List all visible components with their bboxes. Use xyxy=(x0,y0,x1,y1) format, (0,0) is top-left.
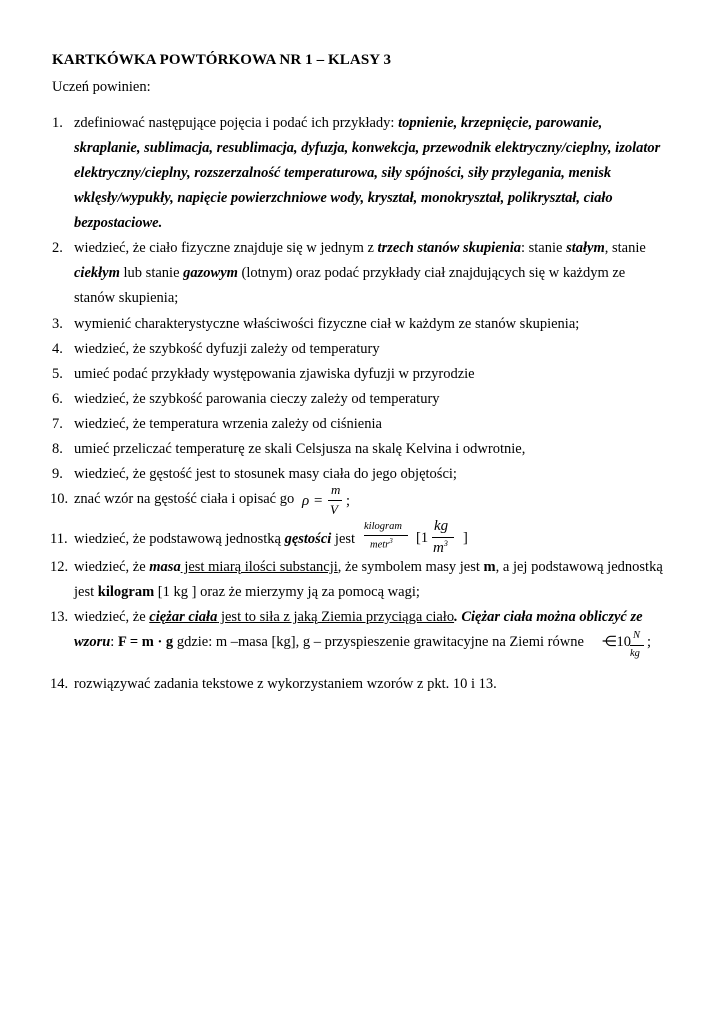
terms-line: topnienie, krzepnięcie, parowanie, xyxy=(398,115,603,131)
gravity-number: ⋲10 xyxy=(602,634,631,650)
density-unit xyxy=(364,518,494,561)
unit-denominator: kg xyxy=(630,648,640,659)
emphasis-text: stałym xyxy=(566,240,605,256)
emphasis-text: wzoru xyxy=(74,634,111,650)
item-text: : stanie xyxy=(520,240,567,256)
item-text: : xyxy=(110,634,118,650)
item-number: 5. xyxy=(52,366,63,382)
item-text: zdefiniować następujące pojęcia i podać ich przykłady: xyxy=(74,115,399,131)
page-subtitle: Uczeń powinien: xyxy=(52,79,151,95)
bracket-open: [1 xyxy=(416,530,429,546)
item-text: wymienić charakterystyczne właściwości fizyczne ciał w każdym ze stanów skupienia; xyxy=(74,316,580,332)
item-text: wiedzieć, że temperatura wrzenia zależy od ciśnienia xyxy=(74,416,382,432)
weight-formula: F = m · g xyxy=(117,634,174,650)
bold-text: kilogram xyxy=(97,584,155,600)
item-number: 6. xyxy=(52,391,63,407)
item-number: 10. xyxy=(50,491,69,507)
bold-text: m xyxy=(483,559,496,575)
item-text: stanów skupienia; xyxy=(74,290,179,306)
item-text: wiedzieć, że gęstość jest to stosunek masy ciała do jego objętości; xyxy=(74,466,457,482)
rho-symbol: ρ = xyxy=(302,493,324,509)
fraction-bar xyxy=(328,500,342,501)
unit-bottom: $m^3$ xyxy=(433,539,448,556)
emphasis-text: ciekłym xyxy=(74,265,120,281)
item-text: rozwiązywać zadania tekstowe z wykorzystaniem wzorów z pkt. 10 i 13. xyxy=(74,676,497,692)
formula-end: ; xyxy=(346,493,351,509)
item-number: 13. xyxy=(50,609,69,625)
fraction-bar xyxy=(364,535,408,536)
item-number: 7. xyxy=(52,416,63,432)
item-text: , stanie xyxy=(604,240,646,256)
bracket-close: ] xyxy=(463,530,468,546)
terms-line: skraplanie, sublimacja, resublimacja, dyfuzja, konwekcja, przewodnik elektryczny/cieplny, izolator xyxy=(74,140,661,156)
terms-line: wklęsły/wypukły, napięcie powierzchniowe wody, kryształ, monokryształ, polikryształ, ciało xyxy=(74,190,613,206)
item-text: (lotnym) oraz podać przykłady ciał znajdujących się w każdym ze xyxy=(237,265,626,281)
item-number: 14. xyxy=(50,676,69,692)
item-text: wiedzieć, że xyxy=(74,559,150,575)
item-number: 4. xyxy=(52,341,63,357)
item-text: jest xyxy=(331,531,356,547)
item-number: 12. xyxy=(50,559,69,575)
item-number: 2. xyxy=(52,240,63,256)
emphasis-text: gazowym xyxy=(183,265,238,281)
emphasis-text: ciężar ciała xyxy=(149,609,218,625)
unit-numerator: kilogram xyxy=(364,521,402,532)
item-text: jest xyxy=(74,584,98,600)
item-number: 11. xyxy=(50,531,68,547)
emphasis-text: . Ciężar ciała można obliczyć ze xyxy=(454,609,643,625)
item-text: lub stanie xyxy=(119,265,184,281)
terms-line: elektryczny/cieplny, rozszerzalność temperaturowa, siły spójności, siły przylegania, menisk xyxy=(74,165,612,181)
page-title: KARTKÓWKA POWTÓRKOWA NR 1 – KLASY 3 xyxy=(52,52,392,68)
item-number: 1. xyxy=(52,115,63,131)
density-formula xyxy=(302,482,382,521)
item-text: , że symbolem masy jest xyxy=(337,559,484,575)
item-number: 8. xyxy=(52,441,63,457)
item-text: wiedzieć, że ciało fizyczne znajduje się w jednym z xyxy=(74,240,378,256)
item-number: 9. xyxy=(52,466,63,482)
emphasis-text: trzech stanów skupienia xyxy=(377,240,521,256)
item-text: gdzie: m –masa [kg], g – przyspieszenie grawitacyjne na Ziemi równe xyxy=(173,634,584,650)
unit-top: kg xyxy=(434,518,449,534)
emphasis-text: gęstości xyxy=(284,531,332,547)
item-text: wiedzieć, że xyxy=(74,609,150,625)
item-text: umieć podać przykłady występowania zjawiska dyfuzji w przyrodzie xyxy=(74,366,475,382)
gravity-value xyxy=(602,630,662,670)
item-text: wiedzieć, że szybkość dyfuzji zależy od temperatury xyxy=(74,341,380,357)
unit-denominator: metr$^3$ xyxy=(370,537,393,551)
formula-end: ; xyxy=(647,634,652,650)
item-text: wiedzieć, że podstawową jednostką xyxy=(74,531,285,547)
fraction-bar xyxy=(630,645,644,646)
item-text: znać wzór na gęstość ciała i opisać go xyxy=(74,491,295,507)
item-text: wiedzieć, że szybkość parowania cieczy zależy od temperatury xyxy=(74,391,440,407)
fraction-denominator: V xyxy=(330,502,338,517)
fraction-bar xyxy=(432,537,454,538)
underlined-text: jest miarą ilości substancji xyxy=(180,559,338,575)
underlined-text: jest to siła z jaką Ziemia przyciąga ciało xyxy=(217,609,455,625)
emphasis-text: masa xyxy=(149,559,181,575)
item-text: [1 kg ] oraz że mierzymy ją za pomocą wagi; xyxy=(154,584,420,600)
item-number: 3. xyxy=(52,316,63,332)
fraction-numerator: m xyxy=(331,482,341,497)
item-text: , a jej podstawową jednostką xyxy=(495,559,663,575)
item-text: umieć przeliczać temperaturę ze skali Celsjusza na skalę Kelvina i odwrotnie, xyxy=(74,441,526,457)
terms-line: bezpostaciowe. xyxy=(74,215,163,231)
unit-numerator: N xyxy=(633,630,641,641)
